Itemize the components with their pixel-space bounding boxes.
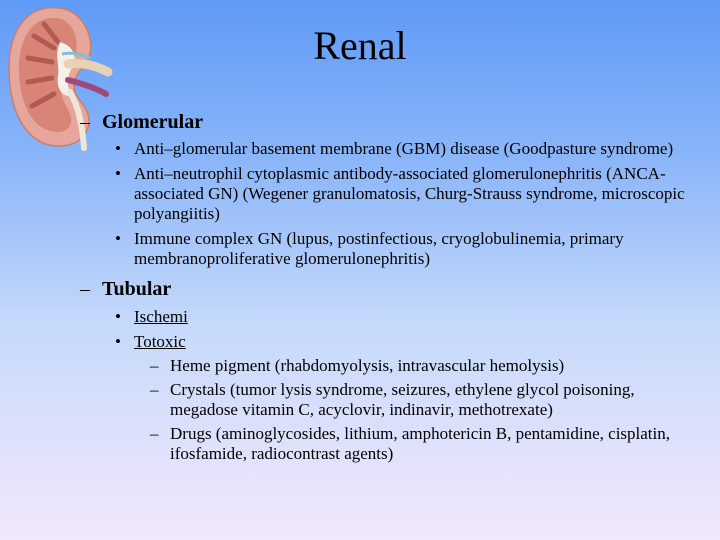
sub-list-item-text: Crystals (tumor lysis syndrome, seizures, ethylene glycol poisoning, megadose vitamin C, acyclovir, indinavir, methotrexate) bbox=[170, 380, 635, 419]
list-item bbox=[115, 164, 700, 224]
list-item bbox=[115, 139, 700, 159]
bullet-marker: • bbox=[115, 139, 121, 158]
sub-list-item bbox=[150, 424, 700, 464]
list-item-text: Anti–glomerular basement membrane (GBM) disease (Goodpasture syndrome) bbox=[134, 139, 674, 158]
sub-list-item-text: Heme pigment (rhabdomyolysis, intravascular hemolysis) bbox=[170, 356, 565, 375]
section-marker: – bbox=[80, 111, 90, 133]
section-glomerular bbox=[80, 110, 700, 134]
list-item-link[interactable]: Ischemi bbox=[134, 307, 188, 326]
list-item bbox=[115, 229, 700, 269]
dash-marker: – bbox=[150, 380, 159, 399]
list-item-text: Anti–neutrophil cytoplasmic antibody-associated glomerulonephritis (ANCA-associated GN) (Wegener granulomatosis, Churg-Strauss syndrome, microscopic polyangiitis) bbox=[134, 164, 685, 223]
section-marker: – bbox=[80, 278, 90, 300]
list-item-link[interactable]: Totoxic bbox=[134, 332, 186, 351]
sub-list-item bbox=[150, 356, 700, 376]
dash-marker: – bbox=[150, 424, 159, 443]
section-heading: Glomerular bbox=[102, 111, 204, 133]
list-item bbox=[115, 332, 700, 352]
list-item-text: Immune complex GN (lupus, postinfectious, cryoglobulinemia, primary membranoproliferative glomerulonephritis) bbox=[134, 229, 624, 268]
dash-marker: – bbox=[150, 356, 159, 375]
sub-list-item-text: Drugs (aminoglycosides, lithium, amphotericin B, pentamidine, cisplatin, ifosfamide, radiocontrast agents) bbox=[170, 424, 670, 463]
bullet-marker: • bbox=[115, 229, 121, 248]
slide-body bbox=[80, 108, 700, 464]
section-heading: Tubular bbox=[102, 278, 172, 300]
slide-title: Renal bbox=[313, 23, 407, 68]
section-tubular bbox=[80, 277, 700, 301]
bullet-marker: • bbox=[115, 332, 121, 351]
list-item bbox=[115, 307, 700, 327]
bullet-marker: • bbox=[115, 307, 121, 326]
sub-list-item bbox=[150, 380, 700, 420]
bullet-marker: • bbox=[115, 164, 121, 183]
